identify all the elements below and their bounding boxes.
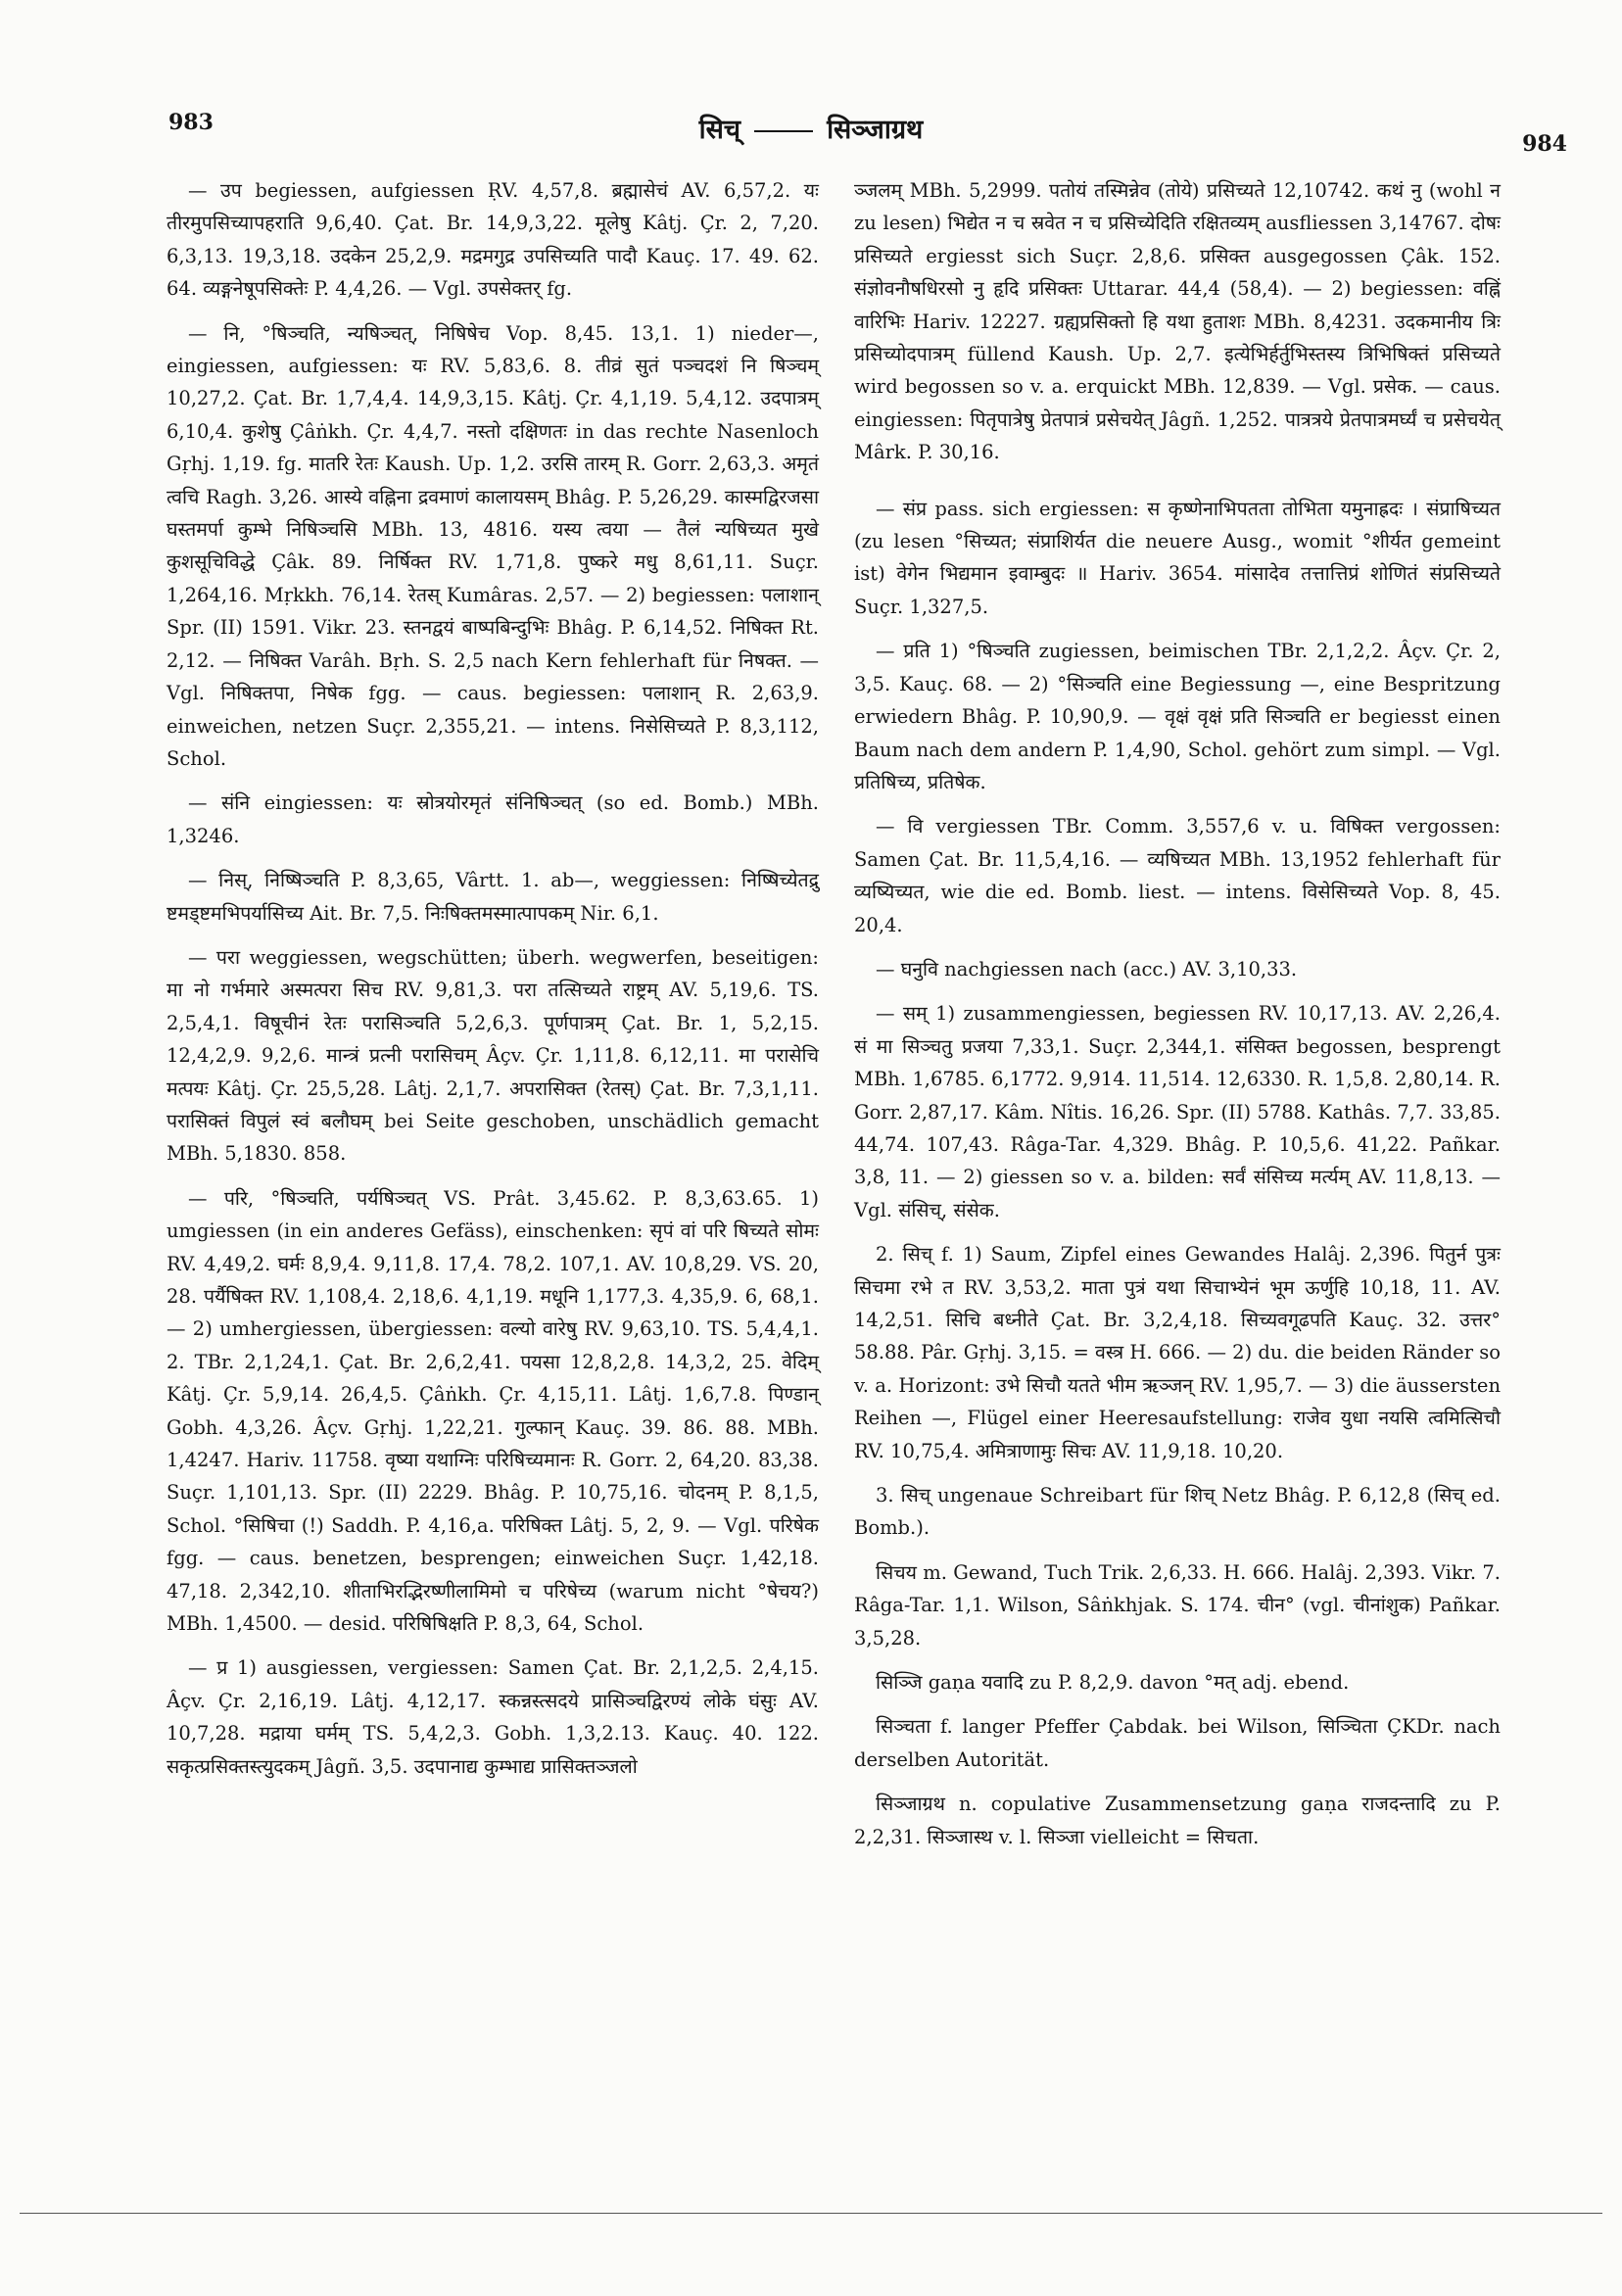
entry-sic-3: 3. सिच् ungenaue Schreibart für शिच् Netz Bhâg. P. 6,12,8 (सिच् ed. Bomb.). bbox=[854, 1484, 1501, 1540]
entry-samni: — संनि eingiessen: यः स्रोत्रयोरमृतं संनिषिञ्चत् (so ed. Bomb.) MBh. 1,3246. bbox=[167, 791, 819, 847]
left-column bbox=[167, 174, 819, 1794]
headword-right: सिञ्जाग्रथ bbox=[827, 115, 924, 145]
entry-pra: — प्र 1) ausgiessen, vergiessen: Samen Çat. Br. 2,1,2,5. 2,4,15. Âçv. Çr. 2,16,19. Lâtj. 4,12,17. स्कन्नस्त्सदये प्रासिञ्चद्विरण्यं लोके घंसुः AV. 10,7,28. मद्राया घर्मम् TS. 5,4,2,3. Gobh. 1,3,2.13. Kauç. 40. 122. सकृत्प्रसिक्तस्त्युदकम् Jâgñ. 3,5. उदपानाद्य कुम्भाद्य प्रासिक्तञ्जलो bbox=[167, 1656, 819, 1778]
entry-prati: — प्रति 1) °षिञ्चति zugiessen, beimischen TBr. 2,1,2,2. Âçv. Çr. 2, 3,5. Kauç. 68. — 2) °सिञ्चति eine Begiessung —, eine Bespritzung erwiedern Bhâg. P. 10,90,9. — वृक्षं वृक्षं प्रति सिञ्चति er begiesst einen Baum nach dem andern P. 1,4,90, Schol. gehört zum simpl. — Vgl. प्रतिषिच्य, प्रतिषेक. bbox=[854, 640, 1501, 793]
headword-left: सिच् bbox=[698, 115, 741, 145]
entry-upa: — उप begiessen, aufgiessen ṚV. 4,57,8. ब्रह्मासेचं AV. 6,57,2. यः तीरमुपसिच्यापहराति 9,6,40. Çat. Br. 14,9,3,22. मूलेषु Kâtj. Çr. 2, 7,20. 6,3,13. 19,3,18. उदकेन 25,2,9. मद्रमगुद्र उपसिच्यति पादौ Kauç. 17. 49. 62. 64. व्यङ्गनेषूपसिक्तेः P. 4,4,26. — Vgl. उपसेक्तर् fg. bbox=[167, 179, 819, 301]
entry-sinjagratha: सिञ्जाग्रथ n. copulative Zusammensetzung gaṇa राजदन्तादि zu P. 2,2,31. सिञ्जास्थ v. l. सिञ्जा vielleicht = सिचता. bbox=[854, 1793, 1501, 1848]
bottom-rule bbox=[20, 2213, 1602, 2214]
right-column bbox=[854, 174, 1501, 1865]
entry-anuvi: — घनुवि nachgiessen nach (acc.) AV. 3,10,33. bbox=[876, 957, 1298, 981]
entry-pra-continued: ञ्जलम् MBh. 5,2999. पतोयं तस्मिन्नेव (तोये) प्रसिच्यते 12,10742. कथं नु (wohl न zu lesen) भिद्येत न च स्रवेत न च प्रसिच्येदिति रक्षितव्यम् ausfliessen 3,14767. दोषः प्रसिच्यते ergiesst sich Suçr. 2,8,6. प्रसिक्त ausgegossen Çâk. 152. संज्ञोवनौषधिरसो नु हृदि प्रसिक्तः Uttarar. 44,4 (58,4). — 2) begiessen: वह्निं वारिभिः Hariv. 12227. ग्रह्यप्रसिक्तो हि यथा हुताशः MBh. 8,4231. उदकमानीय त्रिः प्रसिच्योदपात्रम् füllend Kaush. Up. 2,7. इत्येभिर्हर्तुभिस्तस्य त्रिभिषिक्तं प्रसिच्यते wird begossen so v. a. erquickt MBh. 12,839. — Vgl. प्रसेक. — caus. eingiessen: पितृपात्रेषु प्रेतपात्रं प्रसेचयेत् Jâgñ. 1,252. पात्रत्रये प्रेतपात्रमर्घ्यं च प्रसेचयेत् Mârk. P. 30,16. bbox=[854, 179, 1501, 464]
header-dash bbox=[754, 130, 813, 132]
entry-sinji: सिञ्जि gaṇa यवादि zu P. 8,2,9. davon °मत् adj. ebend. bbox=[876, 1671, 1350, 1695]
entry-sic-2: 2. सिच् f. 1) Saum, Zipfel eines Gewandes Halâj. 2,396. पितुर्न पुत्रः सिचमा रभे त RV. 3,53,2. माता पुत्रं यथा सिचाभ्येनं भूम ऊर्णुहि 10,18, 11. AV. 14,2,51. सिचि बध्नीते Çat. Br. 3,2,4,18. सिच्यवगूढपति Kauç. 32. उत्तर° 58.88. Pâr. Gṛhj. 3,15. = वस्त्र H. 666. — 2) du. die beiden Ränder so v. a. Horizont: उभे सिचौ यतते भीम ऋञ्जन् RV. 1,95,7. — 3) die äussersten Reihen —, Flügel einer Heeresaufstellung: राजेव युधा नयसि त्वमित्सिचौ RV. 10,75,4. अमित्राणामुः सिचः AV. 11,9,18. 10,20. bbox=[854, 1243, 1501, 1462]
entry-sincata: सिञ्चता f. langer Pfeffer Çabdak. bei Wilson, सिञ्चिता ÇKDr. nach derselben Autorität. bbox=[854, 1715, 1501, 1771]
entry-sicaya: सिचय m. Gewand, Tuch Trik. 2,6,33. H. 666. Halâj. 2,393. Vikr. 7. Râga-Tar. 1,1. Wilson, Sâṅkhjak. S. 174. चीन° (vgl. चीनांशुक) Pañkar. 3,5,28. bbox=[854, 1560, 1501, 1650]
entry-nis: — निस्, निष्षिञ्चति P. 8,3,65, Vârtt. 1. ab—, weggiessen: निष्षिच्येतद्रु ष्टमड्ष्टमभिपर्यासिच्य Ait. Br. 7,5. निःषिक्तमस्मात्पापकम् Nir. 6,1. bbox=[167, 869, 819, 925]
page-number-right: 984 bbox=[1522, 131, 1567, 157]
entry-ni: — नि, °षिञ्चति, न्यषिञ्चत्, निषिषेच Vop. 8,45. 13,1. 1) nieder—, eingiessen, aufgiessen: यः RV. 5,83,6. 8. तीव्रं सुतं पञ्चदशं नि षिञ्चम् 10,27,2. Çat. Br. 1,7,4,4. 14,9,3,15. Kâtj. Çr. 4,1,19. 5,4,12. उदपात्रम् 6,10,4. कुशेषु Çâṅkh. Çr. 4,4,7. नस्तो दक्षिणतः in das rechte Nasenloch Gṛhj. 1,19. fg. मातरि रेतः Kaush. Up. 1,2. उरसि तारम् R. Gorr. 2,63,3. अमृतं त्वचि Ragh. 3,26. आस्ये वह्निना द्रवमाणं कालायसम् Bhâg. P. 5,26,29. कास्मद्विरजसा घस्तमर्पा कुम्भे निषिञ्चसि MBh. 13, 4816. यस्य त्वया — तैलं न्यषिच्यत मुखे कुशसूचिविद्धे Çâk. 89. निर्षिक्त RV. 1,71,8. पुष्करे मधु 8,61,11. Suçr. 1,264,16. Mṛkkh. 76,14. रेतस् Kumâras. 2,57. — 2) begiessen: पलाशान् Spr. (II) 1591. Vikr. 23. स्तनद्वयं बाष्पबिन्दुभिः Bhâg. P. 6,14,52. निषिक्त Rt. 2,12. — निषिक्त Varâh. Bṛh. S. 2,5 nach Kern fehlerhaft für निषक्त. — Vgl. निषिक्तपा, निषेक fgg. — caus. begiessen: पलाशान् R. 2,63,9. einweichen, netzen Suçr. 2,355,21. — intens. निसेसिच्यते P. 8,3,112, Schol. bbox=[167, 321, 819, 770]
entry-vi: — वि vergiessen TBr. Comm. 3,557,6 v. u. विषिक्त vergossen: Samen Çat. Br. 11,5,4,16. — व्यषिच्यत MBh. 13,1952 fehlerhaft für व्यष्यिच्यत, wie die ed. Bomb. liest. — intens. विसेसिच्यते Vop. 8, 45. 20,4. bbox=[854, 815, 1501, 936]
entry-pari: — परि, °षिञ्चति, पर्यषिञ्चत् VS. Prât. 3,45.62. P. 8,3,63.65. 1) umgiessen (in ein anderes Gefäss), einschenken: सृपं वां परि षिच्यते सोमः RV. 4,49,2. घर्मः 8,9,4. 9,11,8. 17,4. 78,2. 107,1. AV. 10,8,29. VS. 20, 28. पर्यैषिक्त RV. 1,108,4. 2,18,6. 4,1,19. मधूनि 1,177,3. 4,35,9. 6, 68,1. — 2) umhergiessen, übergiessen: वल्यो वारेषु RV. 9,63,10. TS. 5,4,4,1. 2. TBr. 2,1,24,1. Çat. Br. 2,6,2,41. पयसा 12,8,2,8. 14,3,2, 25. वेदिम् Kâtj. Çr. 5,9,14. 26,4,5. Çâṅkh. Çr. 4,15,11. Lâtj. 1,6,7.8. पिण्डान् Gobh. 4,3,26. Âçv. Gṛhj. 1,22,21. गुल्फान् Kauç. 39. 86. 88. MBh. 1,4247. Hariv. 11758. वृष्या यथाग्निः परिषिच्यमानः R. Gorr. 2, 64,20. 83,38. Suçr. 1,101,13. Spr. (II) 2229. Bhâg. P. 10,75,16. चोदनम् P. 8,1,5, Schol. °सिषिचा (!) Saddh. P. 4,16,a. परिषिक्त Lâtj. 5, 2, 9. — Vgl. परिषेक fgg. — caus. benetzen, besprengen; einweichen Suçr. 1,42,18. 47,18. 2,342,10. शीताभिरद्भिरष्णीलामिमो च परिषेच्य (warum nicht °षेचय?) MBh. 1,4500. — desid. परिषिषिक्षति P. 8,3, 64, Schol. bbox=[167, 1186, 819, 1636]
page-number-left: 983 bbox=[168, 110, 214, 135]
entry-sam: — सम् 1) zusammengiessen, begiessen RV. 10,17,13. AV. 2,26,4. सं मा सिञ्चतु प्रजया 7,33,1. Suçr. 2,344,1. संसिक्त begossen, besprengt MBh. 1,6785. 6,1772. 9,914. 11,514. 12,6330. R. 1,5,8. 2,80,14. R. Gorr. 2,87,17. Kâm. Nîtis. 16,26. Spr. (II) 5788. Kathâs. 7,7. 33,85. 44,74. 107,43. Râga-Tar. 4,329. Bhâg. P. 10,5,6. 41,22. Pañkar. 3,8, 11. — 2) giessen so v. a. bilden: सर्वं संसिच्य मर्त्यम् AV. 11,8,13. — Vgl. संसिच्, संसेक. bbox=[854, 1002, 1501, 1221]
entry-sampra: — संप्र pass. sich ergiessen: स कृष्णेनाभिपतता तोभिता यमुनाह्रदः । संप्राषिच्यत (zu lesen °सिच्यत; संप्राशिर्यत die neuere Ausg., womit °शीर्यत gemeint ist) वेगेन भिद्यमान इवाम्बुदः ॥ Hariv. 3654. मांसादेव तत्तात्तिप्रं शोणितं संप्रसिच्यते Suçr. 1,327,5. bbox=[854, 497, 1501, 618]
running-head bbox=[0, 110, 1622, 146]
entry-para: — परा weggiessen, wegschütten; überh. wegwerfen, beseitigen: मा नो गर्भमारे अस्मत्परा सिच RV. 9,81,3. परा तत्सिच्यते राष्ट्रम् AV. 5,19,6. TS. 2,5,4,1. विषूचीनं रेतः परासिञ्चति 5,2,6,3. पूर्णपात्रम् Çat. Br. 1, 5,2,15. 12,4,2,9. 9,2,6. मान्त्रं प्रत्नी परासिचम् Âçv. Çr. 1,11,8. 6,12,11. मा परासेचि मत्पयः Kâtj. Çr. 25,5,28. Lâtj. 2,1,7. अपरासिक्त (रेतस्) Çat. Br. 7,3,1,11. परासिक्तं विपुलं स्वं बलौघम् bei Seite geschoben, unschädlich gemacht MBh. 5,1830. 858. bbox=[167, 945, 819, 1166]
